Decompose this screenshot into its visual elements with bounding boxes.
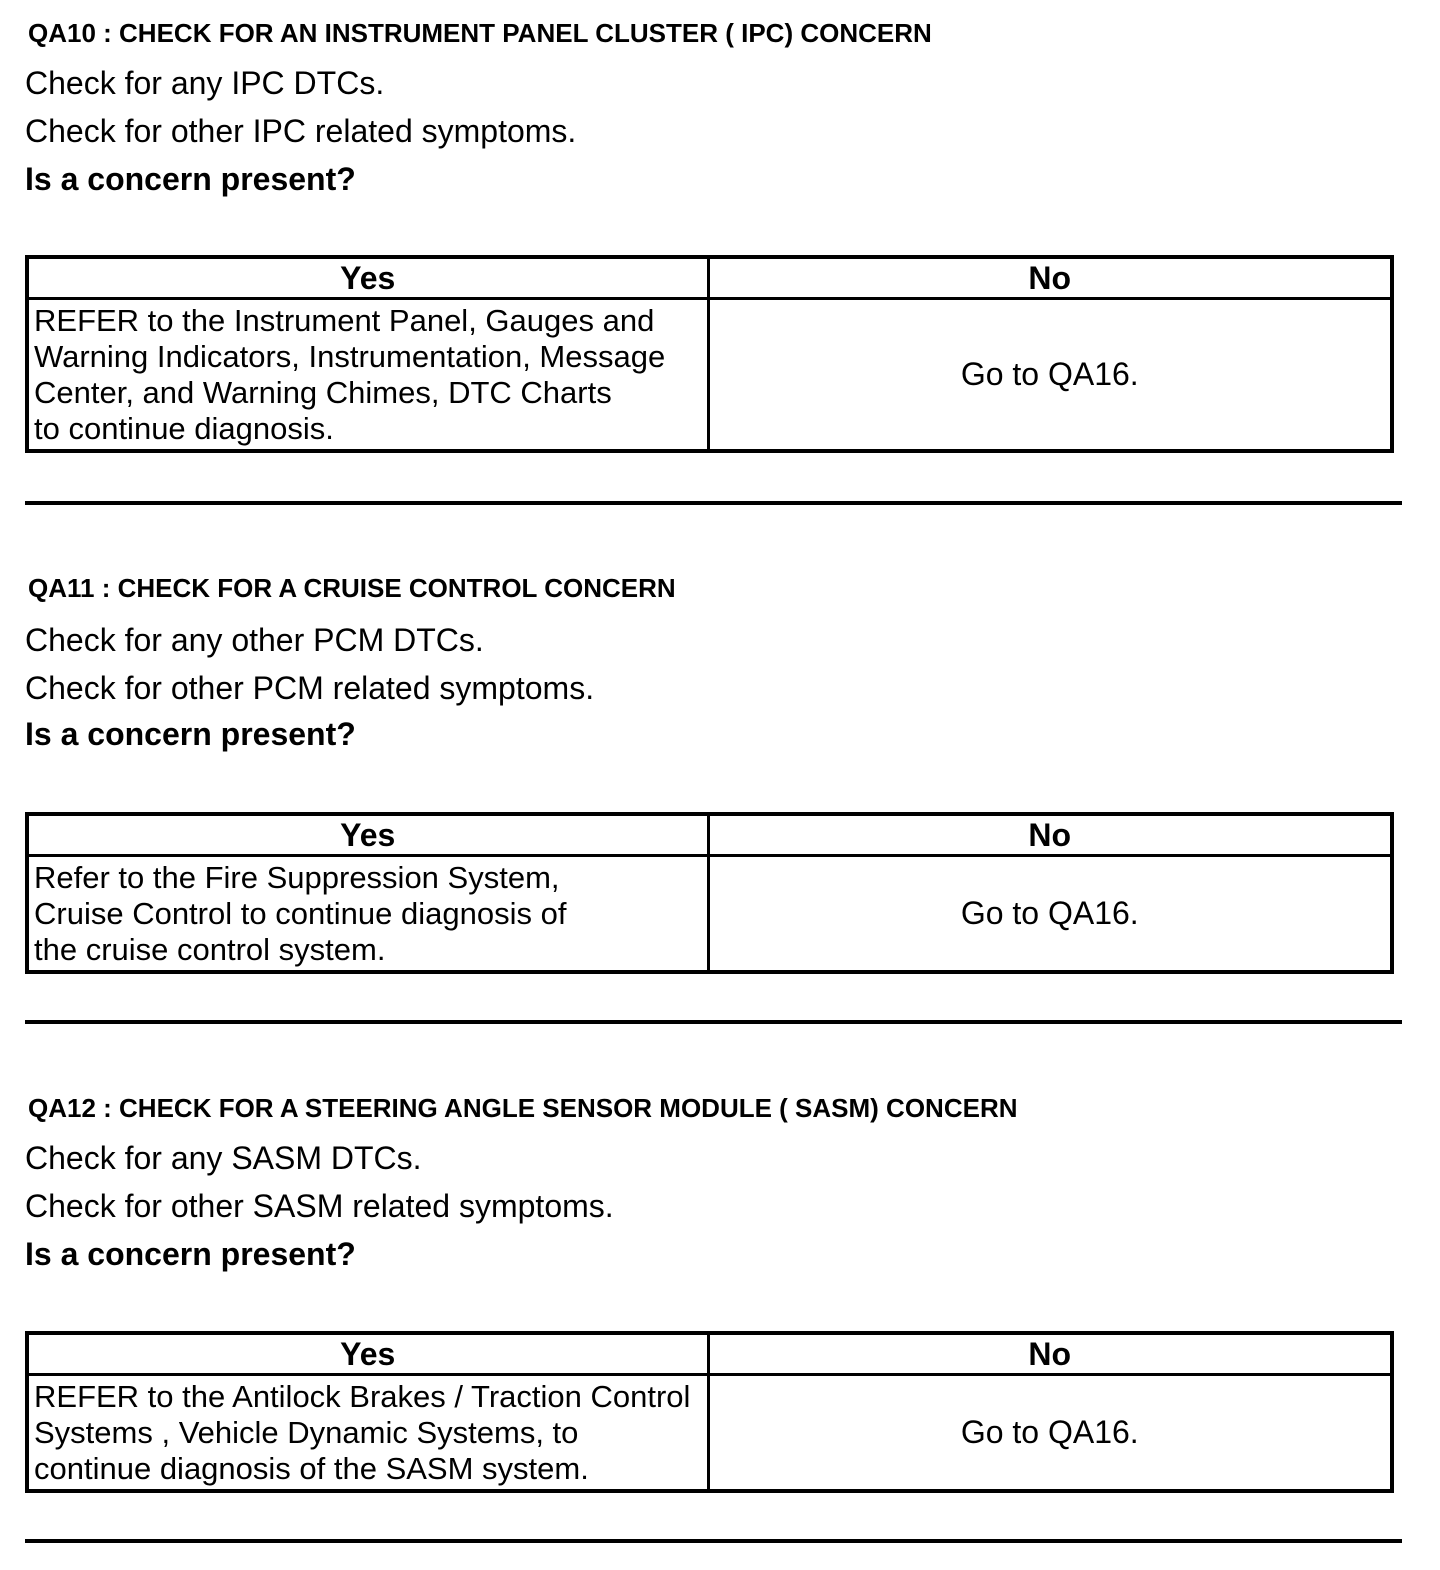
step-title: QA10 : CHECK FOR AN INSTRUMENT PANEL CLUSTER ( IPC) CONCERN [28, 18, 932, 48]
step-title: QA12 : CHECK FOR A STEERING ANGLE SENSOR MODULE ( SASM) CONCERN [28, 1093, 1018, 1123]
instruction-line: Check for other PCM related symptoms. [25, 670, 595, 706]
yes-action: REFER to the Antilock Brakes / Traction Control Systems , Vehicle Dynamic Systems, to continue diagnosis of the SASM system. [27, 1375, 708, 1492]
yes-header: Yes [27, 257, 708, 299]
table-row [27, 856, 1392, 973]
section-divider [25, 1539, 1402, 1543]
no-header: No [708, 1333, 1392, 1375]
no-action: Go to QA16. [708, 299, 1392, 452]
no-action: Go to QA16. [708, 1375, 1392, 1492]
yes-action: REFER to the Instrument Panel, Gauges and Warning Indicators, Instrumentation, Message Center, and Warning Chimes, DTC Charts to continue diagnosis. [27, 299, 708, 452]
table-header-row [27, 1333, 1392, 1375]
yes-action: Refer to the Fire Suppression System, Cruise Control to continue diagnosis of the cruise control system. [27, 856, 708, 973]
instruction-line: Check for any SASM DTCs. [25, 1140, 422, 1176]
no-header: No [708, 257, 1392, 299]
result-table [25, 1331, 1394, 1493]
instruction-line: Check for any IPC DTCs. [25, 65, 385, 101]
instruction-line: Check for any other PCM DTCs. [25, 622, 484, 658]
section-divider [25, 1020, 1402, 1024]
step-title: QA11 : CHECK FOR A CRUISE CONTROL CONCERN [28, 573, 676, 603]
yes-header: Yes [27, 814, 708, 856]
question-text: Is a concern present? [25, 1236, 356, 1272]
no-action: Go to QA16. [708, 856, 1392, 973]
result-table [25, 812, 1394, 974]
instruction-line: Check for other IPC related symptoms. [25, 113, 577, 149]
question-text: Is a concern present? [25, 716, 356, 752]
section-divider [25, 501, 1402, 505]
yes-header: Yes [27, 1333, 708, 1375]
table-header-row [27, 257, 1392, 299]
table-header-row [27, 814, 1392, 856]
no-header: No [708, 814, 1392, 856]
table-row [27, 1375, 1392, 1492]
table-row [27, 299, 1392, 452]
question-text: Is a concern present? [25, 161, 356, 197]
result-table [25, 255, 1394, 453]
instruction-line: Check for other SASM related symptoms. [25, 1188, 614, 1224]
